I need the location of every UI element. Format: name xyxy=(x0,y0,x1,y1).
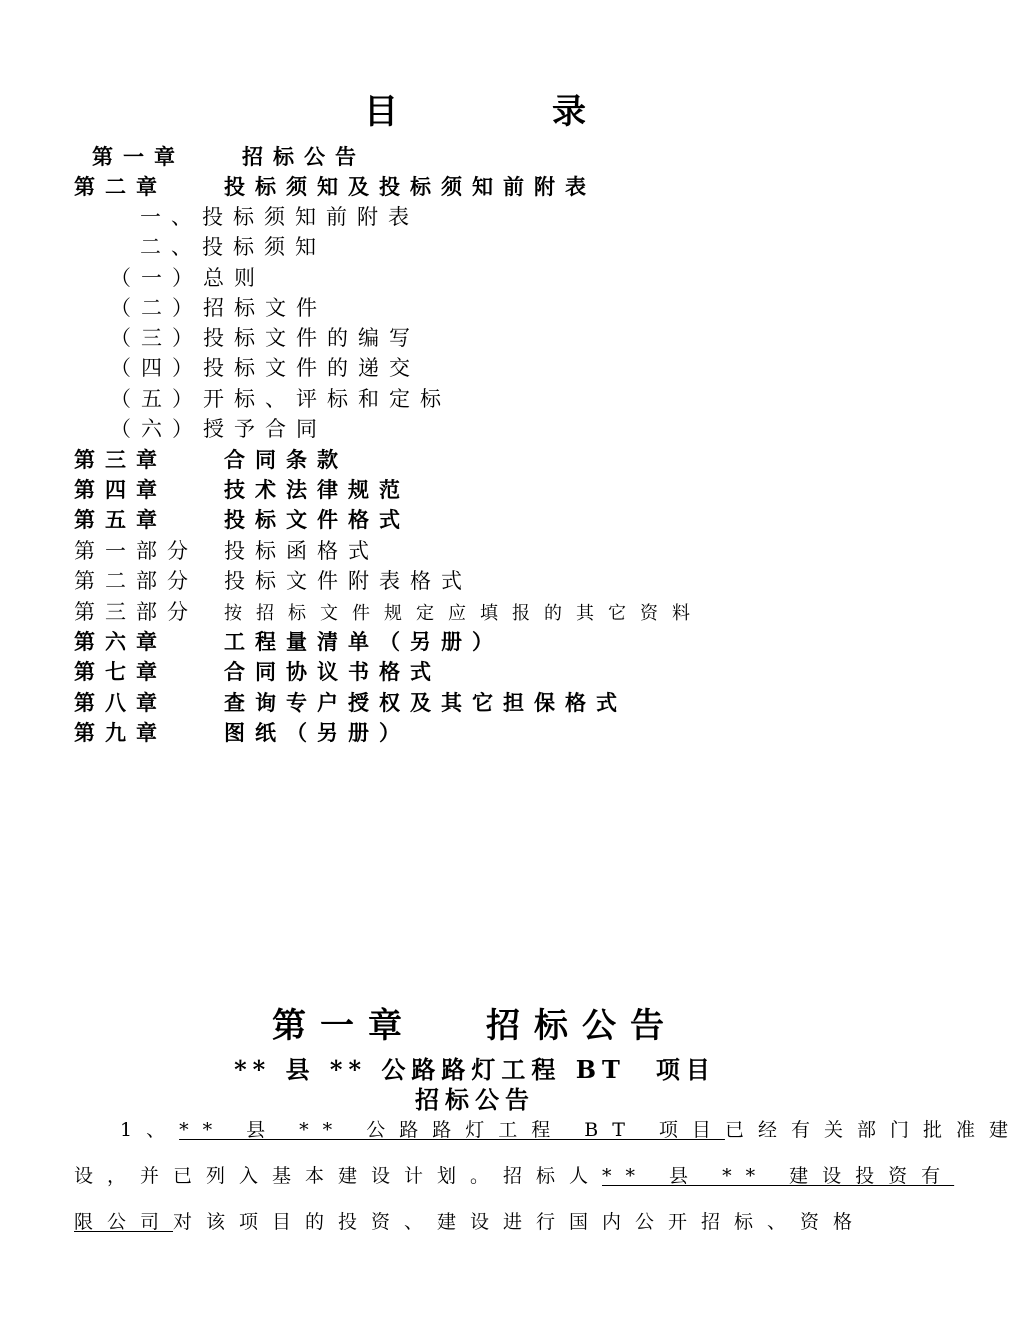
toc-item-chapter-5 xyxy=(74,505,774,535)
body-text: 设，并已列入基本建设计划。招标人 xyxy=(74,1165,603,1187)
toc-subitem xyxy=(140,232,840,262)
body-line-2 xyxy=(74,1161,954,1188)
toc-item-text: 工程量清单（另册） xyxy=(224,629,503,654)
toc-item-chapter-1 xyxy=(92,142,792,172)
toc-item-label: 第二章 xyxy=(74,174,167,199)
toc-item-label: 第三部分 xyxy=(74,600,198,624)
toc-item-text: 投标文件格式 xyxy=(224,507,410,532)
toc-item-text: （三）投标文件的编写 xyxy=(110,326,420,350)
toc-subitem xyxy=(110,293,810,323)
toc-item-text: 投标文件附表格式 xyxy=(224,569,472,593)
toc-item-label: 第五章 xyxy=(74,507,167,532)
body-line-3 xyxy=(74,1207,866,1234)
body-text: 已经有关部门批准建 xyxy=(724,1119,1022,1141)
toc-item-label: 第七章 xyxy=(74,659,167,684)
project-name-underlined: ** 县 ** 公路路灯工程 BT 项目 xyxy=(179,1119,725,1141)
toc-item-label: 第四章 xyxy=(74,477,167,502)
toc-subitem xyxy=(140,202,840,232)
chapter-heading xyxy=(0,998,950,1047)
toc-item-label: 第三章 xyxy=(74,447,167,472)
toc-part-1 xyxy=(74,536,874,566)
toc-item-chapter-9 xyxy=(74,718,774,748)
toc-item-chapter-8 xyxy=(74,688,874,718)
toc-title: 目 录 xyxy=(364,92,646,132)
toc-item-text: 一、投标须知前附表 xyxy=(140,205,419,229)
toc-part-3 xyxy=(74,597,874,627)
toc-item-label: 第一部分 xyxy=(74,539,198,563)
toc-item-text: 按招标文件规定应填报的其它资料 xyxy=(224,603,704,624)
body-text: 对该项目的投资、建设进行国内公开招标、资格 xyxy=(173,1211,867,1233)
chapter-title: 招标公告 xyxy=(486,1006,678,1046)
toc-item-text: （一）总则 xyxy=(110,266,265,290)
chapter-number: 第一章 xyxy=(272,1006,416,1046)
toc-item-chapter-3 xyxy=(74,445,774,475)
toc-subitem xyxy=(110,414,810,444)
toc-item-text: （五）开标、评标和定标 xyxy=(110,387,451,411)
toc-item-text: （四）投标文件的递交 xyxy=(110,356,420,380)
toc-subitem xyxy=(110,353,810,383)
toc-part-2 xyxy=(74,566,874,596)
toc-item-label: 第二部分 xyxy=(74,569,198,593)
body-line-1 xyxy=(120,1115,1022,1142)
toc-item-text: 投标须知及投标须知前附表 xyxy=(224,174,596,199)
project-title: ** 县 ** 公路路灯工程 BT 项目 xyxy=(234,1055,716,1084)
toc-item-text: （二）招标文件 xyxy=(110,296,327,320)
toc-item-chapter-6 xyxy=(74,627,774,657)
toc-subitem xyxy=(110,263,810,293)
notice-title: 招标公告 xyxy=(415,1085,535,1114)
company-name-underlined: ** 县 ** 建设投资有 xyxy=(602,1165,955,1187)
toc-item-chapter-7 xyxy=(74,657,774,687)
toc-item-text: 技术法律规范 xyxy=(224,477,410,502)
toc-item-text: （六）授予合同 xyxy=(110,417,327,441)
toc-item-text: 图纸（另册） xyxy=(224,720,410,745)
toc-item-label: 第六章 xyxy=(74,629,167,654)
toc-subitem xyxy=(110,323,810,353)
toc-item-text: 招标公告 xyxy=(242,144,366,169)
toc-item-text: 查询专户授权及其它担保格式 xyxy=(224,690,627,715)
toc-item-text: 合同协议书格式 xyxy=(224,659,441,684)
toc-item-label: 第一章 xyxy=(92,144,185,169)
toc-item-text: 合同条款 xyxy=(224,447,348,472)
toc-item-text: 二、投标须知 xyxy=(140,235,326,259)
toc-subitem xyxy=(110,384,810,414)
toc-item-text: 投标函格式 xyxy=(224,539,379,563)
toc-item-chapter-4 xyxy=(74,475,774,505)
toc-item-label: 第九章 xyxy=(74,720,167,745)
toc-item-label: 第八章 xyxy=(74,690,167,715)
company-name-underlined: 限公司 xyxy=(74,1211,174,1233)
paragraph-number: 1、 xyxy=(120,1119,180,1141)
toc-item-chapter-2 xyxy=(74,172,874,202)
